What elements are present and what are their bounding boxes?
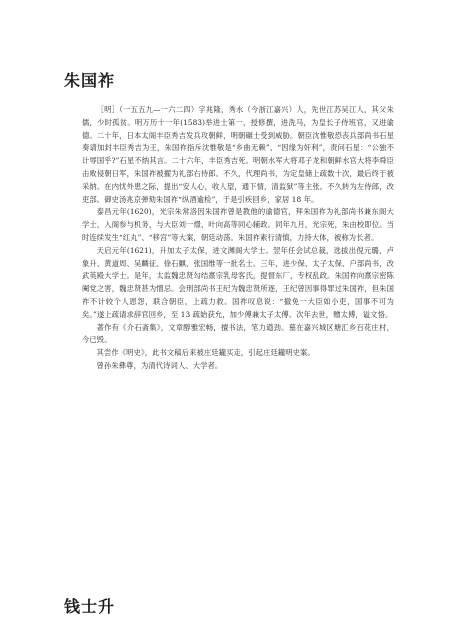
paragraph-2: 泰昌元年(1620)，光宗朱常洛因朱国祚曾是教他的谕德官，拜朱国祚为礼部尚书兼东阁大学士，入阁参与机务，与大臣刘一燝、叶向高等同心辅政。同年九月，光宗死，朱由校即位。当时连续发生“红丸”、“移宫”等大案，朝廷动荡。朱国祚素行清慎，力持大体，被称为长者。: [82, 207, 394, 242]
biography-body: [82, 98, 394, 373]
paragraph-3: 天启元年(1621)，升加太子太保，进文渊阁大学士。翌年任会试总裁，选拔出倪元璐、卢象升、黄道周、吴麟征、徐石麒、张国维等一批名士。三年，进少保、太子太保、户部尚书，改武英殿大学士。是年，太监魏忠贤勾结熹宗乳母客氏，提督东厂，专权乱政。朱国祚向熹宗密陈阉党之害，魏忠贤甚为憎忌。会刑部尚书王纪为魏忠贤所逐，王纪曾因事得罪过朱国祚，但朱国祚不计较个人恩怨，联合朝臣，上疏力救。国祚叹息说：“撤免一大臣如小吏，国事不可为矣。”遂上疏请求辞官回乡，至 13 疏始获允，加少傅兼太子太傅。次年去世，赠太傅，谥文恪。: [82, 245, 394, 319]
section-title-zhu-guozuo: 朱国祚: [64, 71, 116, 90]
paragraph-5: 其尝作《明史》，此书文稿后来被庄廷鑨买走，引起庄廷鑨明史案。: [96, 348, 315, 358]
paragraph-4: 著作有《介石斋集》，文章醇雅宏畅，擅书法，笔力遒劲。墓在嘉兴城区塘汇乡百花庄村，今已毁。: [82, 322, 394, 345]
section-title-qian-shisheng: 钱士升: [64, 597, 116, 616]
paragraph-1: ［明］（一五五九—一六二四）字兆隆，秀水（今浙江嘉兴）人，先世江苏吴江人，其父朱儒，少时孤贫。明万历十一年(1583)举进士第一，授修撰，进洗马，为皇长子侍班官，又进谕德。二十年，日本太阁丰臣秀吉发兵攻朝鲜，明朝碾士受到威胁。朝臣沈惟敬恐丧兵部尚书石星奏请加封丰臣秀吉为王，朱国祚指斥沈惟敬是“乡曲无赖”、“因缘为奸利”，责问石星：“公独不计辱国乎?”石星不纳其言。二十六年，丰臣秀吉死。明朝水军大将邓子龙和朝鲜水官大将李舜臣击败侵朝日军，朱国祚被擢为礼部右侍郎。不久，代理尚书，为定皇储上疏数十次，最后终于被采纳。在内忧外患之际，提出“安人心，收人望，通下情，清监狱”等主张。不久转为左侍郎，改吏部。御史汤兆京弹劾朱国祚“纵酒逾检”，于是引疾回乡，家居 18 年。: [82, 105, 394, 204]
paragraph-6: 曾孙朱彝尊，为清代诗词人、大学者。: [96, 360, 223, 370]
